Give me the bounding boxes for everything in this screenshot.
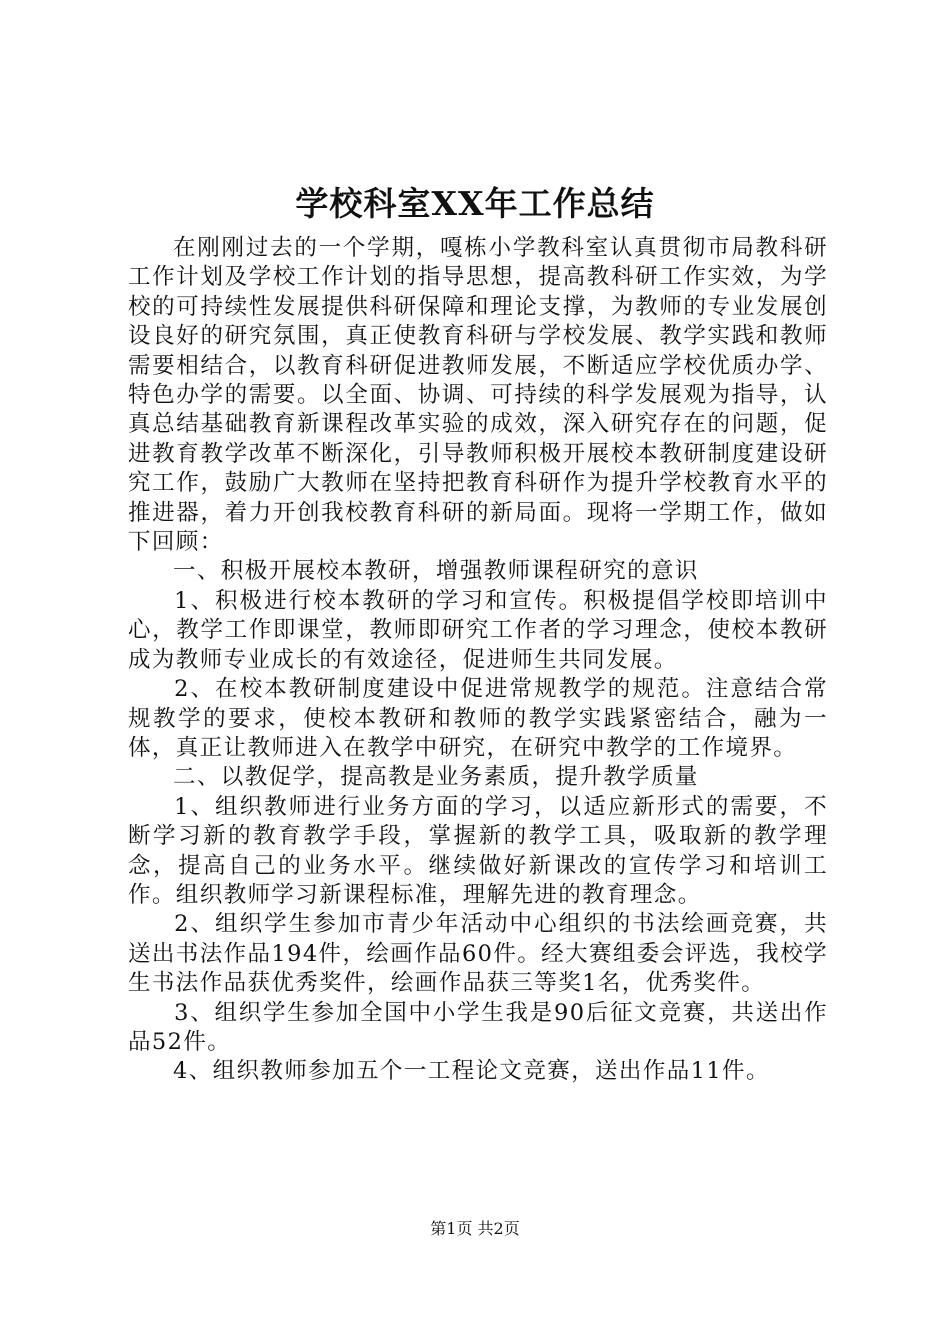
section-heading-1: 一、积极开展校本教研，增强教师课程研究的意识 [173, 558, 699, 585]
document-body [128, 234, 828, 1087]
body-paragraph: 1、组织教师进行业务方面的学习，以适应新形式的需要，不断学习新的教育教学手段，掌握新的教学工具，吸取新的教学理念，提高自己的业务水平。继续做好新课改的宣传学习和培训工作。组织教师学习新课程标准，理解先进的教育理念。 [128, 793, 828, 908]
body-paragraph: 2、组织学生参加市青少年活动中心组织的书法绘画竞赛，共送出书法作品194件，绘画作品60件。经大赛组委会评选，我校学生书法作品获优秀奖件，绘画作品获三等奖1名，优秀奖件。 [128, 911, 828, 997]
intro-paragraph: 在刚刚过去的一个学期，嘎栋小学教科室认真贯彻市局教科研工作计划及学校工作计划的指导思想，提高教科研工作实效，为学校的可持续性发展提供科研保障和理论支撑，为教师的专业发展创设良好的研究氛围，真正使教育科研与学校发展、教学实践和教师需要相结合，以教育科研促进教师发展，不断适应学校优质办学、特色办学的需要。以全面、协调、可持续的科学发展观为指导，认真总结基础教育新课程改革实验的成效，深入研究存在的问题，促进教育教学改革不断深化，引导教师积极开展校本教研制度建设研究工作，鼓励广大教师在坚持把教育科研作为提升学校教育水平的推进器，着力开创我校教育科研的新局面。现将一学期工作，做如下回顾： [128, 235, 828, 556]
body-paragraph: 3、组织学生参加全国中小学生我是90后征文竞赛，共送出作品52件。 [128, 999, 828, 1055]
body-paragraph: 4、组织教师参加五个一工程论文竞赛，送出作品11件。 [173, 1058, 770, 1085]
body-paragraph: 1、积极进行校本教研的学习和宣传。积极提倡学校即培训中心，教学工作即课堂，教师即研究工作者的学习理念，使校本教研成为教师专业成长的有效途径，促进师生共同发展。 [128, 587, 828, 673]
document-title: 学校科室XX年工作总结 [295, 184, 655, 223]
body-paragraph: 2、在校本教研制度建设中促进常规教学的规范。注意结合常规教学的要求，使校本教研和教师的教学实践紧密结合，融为一体，真正让教师进入在教学中研究，在研究中教学的工作境界。 [128, 676, 828, 761]
page-number-footer: 第1页 共2页 [430, 1219, 520, 1238]
section-heading-2: 二、以教促学，提高教是业务素质，提升教学质量 [173, 764, 699, 791]
